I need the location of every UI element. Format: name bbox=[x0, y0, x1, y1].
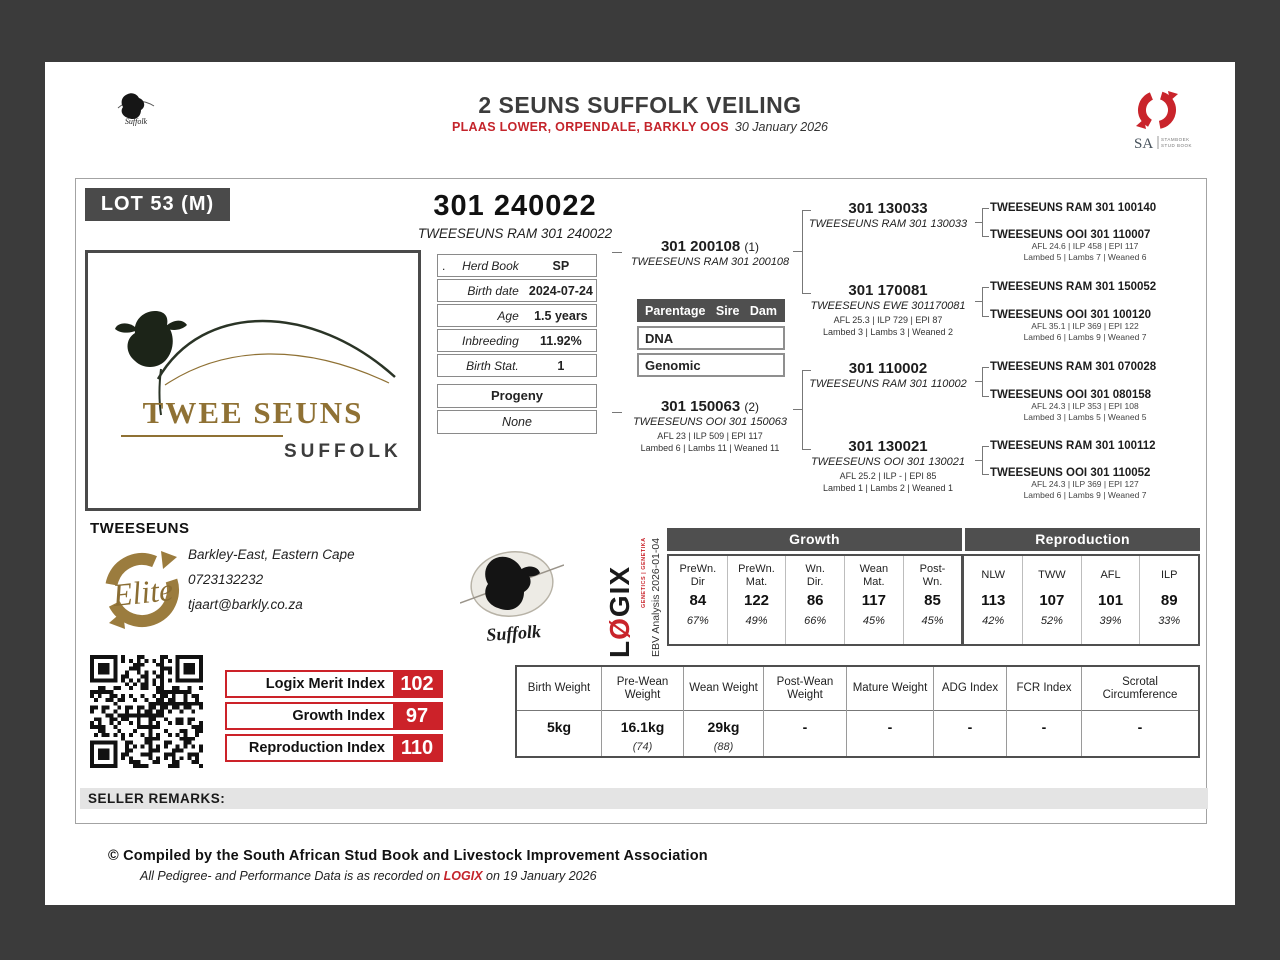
info-label: Age bbox=[497, 308, 519, 323]
pedigree-connector bbox=[982, 367, 989, 397]
dam-stats1: AFL 23 | ILP 509 | EPI 117 bbox=[657, 431, 763, 441]
pedigree-connector bbox=[793, 409, 802, 410]
info-row-inbreeding bbox=[437, 329, 597, 352]
parentage-col-sire: Sire bbox=[715, 303, 740, 318]
pedigree-gen3-entry: TWEESEUNS RAM 301 100112 bbox=[990, 440, 1156, 452]
ebv-cell-nlw bbox=[964, 556, 1023, 644]
weights-col-prewean bbox=[602, 667, 684, 756]
elite-badge-icon bbox=[95, 543, 190, 638]
ebv-value: 101 bbox=[1098, 592, 1124, 609]
gen2-id: 301 130033 bbox=[848, 200, 928, 217]
weights-note: (88) bbox=[713, 741, 734, 753]
gen3-stats2: Lambed 5 | Lambs 7 | Weaned 6 bbox=[1023, 251, 1147, 262]
parentage-col-dam: Dam bbox=[749, 303, 777, 318]
pedigree-connector bbox=[975, 460, 982, 461]
gen2-name: TWEESEUNS RAM 301 110002 bbox=[809, 378, 967, 390]
page-subtitle bbox=[340, 120, 940, 134]
pedigree-gen2-entry bbox=[798, 360, 978, 390]
ebv-label: Mat. bbox=[745, 575, 768, 588]
index-value: 102 bbox=[393, 672, 441, 696]
twee-seuns-rule bbox=[121, 435, 283, 437]
breeder-phone: 0723132232 bbox=[188, 572, 264, 587]
ebv-accuracy: 66% bbox=[804, 615, 827, 627]
weights-value: - bbox=[887, 719, 893, 735]
ebv-label: NLW bbox=[981, 569, 1006, 581]
info-label: Birth date bbox=[467, 283, 519, 298]
info-row-age bbox=[437, 304, 597, 327]
gen3-stats1: AFL 35.1 | ILP 369 | EPI 122 bbox=[1031, 321, 1139, 331]
weights-value: - bbox=[1137, 719, 1143, 735]
info-label: Herd Book bbox=[462, 258, 519, 273]
ebv-label: Wn. bbox=[805, 562, 825, 575]
ebv-label: AFL bbox=[1100, 569, 1121, 581]
animal-info-table bbox=[437, 252, 597, 377]
suffolk-society-logo-icon bbox=[460, 540, 564, 646]
footer-text-post: on 19 January 2026 bbox=[482, 869, 597, 883]
gen3-name: TWEESEUNS OOI 301 080158 bbox=[990, 389, 1152, 401]
dam-id: 301 150063 bbox=[660, 398, 741, 415]
pedigree-connector bbox=[975, 222, 982, 223]
info-label: Birth Stat. bbox=[466, 358, 519, 373]
weights-value: - bbox=[1041, 719, 1047, 735]
gen3-stats2: Lambed 6 | Lambs 9 | Weaned 7 bbox=[1023, 489, 1147, 500]
info-row-birthstat bbox=[437, 354, 597, 377]
ebv-label: Dir bbox=[690, 575, 705, 588]
gen2-name: TWEESEUNS OOI 301 130021 bbox=[810, 456, 966, 468]
index-label: Reproduction Index bbox=[248, 740, 385, 756]
weights-value: 5kg bbox=[546, 719, 572, 735]
ebv-cell-wn-dir bbox=[786, 556, 845, 644]
info-row-herdbook bbox=[437, 254, 597, 277]
pedigree-gen3-entry bbox=[990, 229, 1180, 262]
gen2-stats2: Lambed 3 | Lambs 3 | Weaned 2 bbox=[822, 326, 954, 337]
suffolk-small-logo-text: Suffolk bbox=[124, 117, 148, 126]
weights-value: 16.1kg bbox=[620, 719, 665, 735]
gen3-stats2: Lambed 6 | Lambs 9 | Weaned 7 bbox=[1023, 331, 1147, 342]
sa-logo-line2: STUD BOOK bbox=[1161, 143, 1192, 148]
weights-col-mature bbox=[847, 667, 934, 756]
gen3-name: TWEESEUNS OOI 301 100120 bbox=[990, 309, 1152, 321]
weights-header: Scrotal Circumference bbox=[1082, 667, 1198, 711]
gen3-name: TWEESEUNS OOI 301 110052 bbox=[990, 467, 1151, 479]
ebv-value: 85 bbox=[924, 592, 941, 609]
gen2-stats1: AFL 25.2 | ILP - | EPI 85 bbox=[839, 471, 937, 481]
gen2-id: 301 170081 bbox=[848, 282, 928, 299]
suffolk-small-logo-icon bbox=[116, 90, 156, 126]
gen2-stats1: AFL 25.3 | ILP 729 | EPI 87 bbox=[833, 315, 943, 325]
gen2-name: TWEESEUNS EWE 301170081 bbox=[810, 300, 966, 312]
ebv-value: 89 bbox=[1160, 592, 1178, 609]
pedigree-gen3-entry bbox=[990, 309, 1180, 342]
pedigree-gen3-entry: TWEESEUNS RAM 301 070028 bbox=[990, 361, 1157, 373]
logix-letter: L bbox=[604, 639, 635, 658]
info-value: 11.92% bbox=[540, 333, 582, 348]
pedigree-gen2-entry bbox=[798, 200, 978, 230]
weights-table bbox=[515, 665, 1200, 758]
pedigree-gen3-entry bbox=[990, 467, 1180, 500]
ebv-accuracy: 52% bbox=[1040, 615, 1063, 627]
ebv-label: Dir. bbox=[806, 575, 824, 588]
index-row-reproduction bbox=[225, 734, 443, 762]
info-row-birthdate bbox=[437, 279, 597, 302]
weights-header: FCR Index bbox=[1007, 667, 1081, 711]
info-value: 2024-07-24 bbox=[528, 283, 593, 298]
footer-compiled-text: © Compiled by the South African Stud Book and Livestock Improvement Association bbox=[108, 848, 708, 864]
dam-name: TWEESEUNS OOI 301 150063 bbox=[632, 416, 788, 428]
ebv-label: ILP bbox=[1160, 569, 1178, 581]
twee-seuns-wordmark: TWEE SEUNS bbox=[142, 395, 364, 430]
twee-seuns-suffolk-text: SUFFOLK bbox=[284, 441, 402, 462]
weights-col-fcr bbox=[1007, 667, 1082, 756]
growth-header: Growth bbox=[667, 528, 962, 551]
ebv-value: 86 bbox=[806, 592, 824, 609]
ebv-cell-post-wn bbox=[904, 556, 962, 644]
ebv-value: 117 bbox=[861, 592, 886, 609]
breeder-name: TWEESEUNS bbox=[90, 520, 190, 537]
weights-header: Mature Weight bbox=[847, 667, 933, 711]
qr-code bbox=[90, 655, 203, 768]
ebv-value: 113 bbox=[981, 592, 1006, 609]
info-value: 1 bbox=[557, 358, 565, 373]
gen3-name: TWEESEUNS OOI 301 110007 bbox=[990, 229, 1151, 241]
index-row-growth bbox=[225, 702, 443, 730]
ebv-value: 84 bbox=[689, 592, 707, 609]
animal-name: TWEESEUNS RAM 301 240022 bbox=[417, 226, 613, 241]
weights-header: Pre-Wean Weight bbox=[602, 667, 683, 711]
sire-name: TWEESEUNS RAM 301 200108 bbox=[630, 256, 790, 268]
sa-logo-line1: STAMBOEK bbox=[1161, 137, 1190, 142]
gen3-stats1: AFL 24.3 | ILP 369 | EPI 127 bbox=[1031, 479, 1139, 489]
ebv-cell-ilp bbox=[1140, 556, 1198, 644]
info-value: 1.5 years bbox=[534, 308, 588, 323]
weights-header: Birth Weight bbox=[517, 667, 601, 711]
index-value: 97 bbox=[393, 704, 441, 728]
sa-logo-sa-text: SA bbox=[1134, 136, 1154, 152]
pedigree-connector bbox=[975, 301, 982, 302]
gen3-stats1: AFL 24.6 | ILP 458 | EPI 117 bbox=[1031, 241, 1139, 251]
date-text: 30 January 2026 bbox=[734, 120, 829, 134]
pedigree-gen3-entry: TWEESEUNS RAM 301 100140 bbox=[990, 202, 1157, 214]
info-label: Inbreeding bbox=[462, 333, 519, 348]
pedigree-dam bbox=[622, 398, 798, 454]
pedigree-connector bbox=[982, 208, 989, 237]
ebv-cell-prewn-dir bbox=[669, 556, 728, 644]
ebv-label: Wn. bbox=[922, 575, 943, 588]
ebv-label: Wean bbox=[859, 562, 889, 575]
weights-col-wean bbox=[684, 667, 764, 756]
gen2-id: 301 110002 bbox=[848, 360, 928, 377]
animal-id: 301 240022 bbox=[433, 190, 597, 222]
sire-id: 301 200108 bbox=[660, 238, 741, 255]
pedigree-connector bbox=[612, 412, 622, 413]
ebv-label: Post- bbox=[919, 562, 946, 575]
weights-header: Wean Weight bbox=[684, 667, 763, 711]
ebv-label: PreWn. bbox=[679, 562, 717, 575]
sire-tag: (1) bbox=[744, 240, 760, 254]
index-label: Logix Merit Index bbox=[265, 676, 385, 692]
weights-value: 29kg bbox=[707, 719, 740, 735]
weights-col-adg bbox=[934, 667, 1007, 756]
logix-logo bbox=[604, 540, 636, 658]
ebv-label: TWW bbox=[1038, 569, 1066, 581]
pedigree-gen2-entry bbox=[798, 282, 978, 338]
ebv-cell-prewn-mat bbox=[728, 556, 787, 644]
ebv-value: 122 bbox=[743, 592, 770, 609]
parentage-row-genomic: Genomic bbox=[637, 353, 785, 377]
weights-value: - bbox=[967, 719, 973, 735]
ebv-cell-afl bbox=[1082, 556, 1141, 644]
parentage-title: Parentage bbox=[645, 303, 706, 318]
parentage-header bbox=[637, 299, 785, 322]
progeny-header: Progeny bbox=[437, 384, 597, 408]
lot-badge: LOT 53 (M) bbox=[85, 188, 230, 221]
gen2-id: 301 130021 bbox=[848, 438, 928, 455]
venue-text: PLAAS LOWER, ORPENDALE, BARKLY OOS bbox=[451, 120, 729, 134]
weights-col-scrotal bbox=[1082, 667, 1198, 756]
weights-note: (74) bbox=[632, 741, 653, 753]
pedigree-gen3-entry bbox=[990, 389, 1180, 422]
reproduction-header: Reproduction bbox=[965, 528, 1200, 551]
pedigree-connector bbox=[802, 370, 811, 450]
ebv-accuracy: 42% bbox=[982, 615, 1005, 627]
weights-value: - bbox=[802, 719, 808, 735]
elite-badge-text: Elite bbox=[110, 571, 175, 614]
breeder-location: Barkley-East, Eastern Cape bbox=[188, 547, 355, 562]
suffolk-society-logo-text: Suffolk bbox=[485, 621, 542, 645]
ebv-cell-wean-mat bbox=[845, 556, 904, 644]
ebv-accuracy: 67% bbox=[686, 615, 709, 627]
footer-logix-text: LOGIX bbox=[443, 869, 483, 883]
pedigree-sire bbox=[622, 238, 798, 268]
logix-o-icon: Ø bbox=[604, 617, 635, 640]
pedigree-connector bbox=[975, 381, 982, 382]
weights-header: ADG Index bbox=[934, 667, 1006, 711]
pedigree-gen3-entry: TWEESEUNS RAM 301 150052 bbox=[990, 281, 1157, 293]
gen3-stats1: AFL 24.3 | ILP 353 | EPI 108 bbox=[1031, 401, 1139, 411]
index-value: 110 bbox=[393, 736, 441, 760]
ebv-accuracy: 39% bbox=[1099, 615, 1122, 627]
ebv-accuracy: 45% bbox=[921, 615, 944, 627]
gen2-name: TWEESEUNS RAM 301 130033 bbox=[808, 218, 968, 230]
ebv-table bbox=[667, 554, 1200, 646]
index-row-merit bbox=[225, 670, 443, 698]
pedigree-gen2-entry bbox=[798, 438, 978, 494]
dam-tag: (2) bbox=[744, 400, 760, 414]
ebv-analysis-label: EBV Analysis 2026-01-04 bbox=[650, 537, 662, 657]
footer-text-pre: All Pedigree- and Performance Data is as recorded on bbox=[140, 869, 444, 883]
index-label: Growth Index bbox=[292, 708, 385, 724]
ebv-label: PreWn. bbox=[738, 562, 775, 575]
ebv-cell-tww bbox=[1023, 556, 1082, 644]
pedigree-connector bbox=[793, 251, 802, 252]
pedigree-connector bbox=[802, 210, 811, 294]
weights-col-postwean bbox=[764, 667, 847, 756]
dam-stats2: Lambed 6 | Lambs 11 | Weaned 11 bbox=[640, 442, 780, 453]
ebv-value: 107 bbox=[1039, 592, 1065, 609]
parentage-row-dna: DNA bbox=[637, 326, 785, 350]
ebv-accuracy: 45% bbox=[862, 615, 885, 627]
pedigree-connector bbox=[612, 252, 622, 253]
stray-dot: . bbox=[442, 258, 446, 273]
weights-col-birth bbox=[517, 667, 602, 756]
ebv-accuracy: 33% bbox=[1158, 615, 1181, 627]
ebv-accuracy: 49% bbox=[745, 615, 768, 627]
breeder-email: tjaart@barkly.co.za bbox=[188, 597, 303, 612]
page-title: 2 SEUNS SUFFOLK VEILING bbox=[478, 92, 802, 118]
pedigree-connector bbox=[982, 287, 989, 317]
logix-letters: GIX bbox=[604, 565, 635, 618]
seller-remarks-label: SELLER REMARKS: bbox=[80, 788, 1208, 809]
gen3-stats2: Lambed 3 | Lambs 5 | Weaned 5 bbox=[1023, 411, 1147, 422]
sa-studbook-logo-icon bbox=[1118, 88, 1192, 154]
footer-recorded-text bbox=[140, 869, 597, 883]
gen2-stats2: Lambed 1 | Lambs 2 | Weaned 1 bbox=[822, 482, 954, 493]
animal-photo-box bbox=[85, 250, 421, 511]
ebv-label: Mat. bbox=[863, 575, 885, 588]
pedigree-connector bbox=[982, 446, 989, 475]
info-value: SP bbox=[552, 258, 570, 273]
progeny-value: None bbox=[437, 410, 597, 434]
logix-sub-text: GENETICS | GENETIKA bbox=[641, 537, 647, 608]
weights-header: Post-Wean Weight bbox=[764, 667, 846, 711]
